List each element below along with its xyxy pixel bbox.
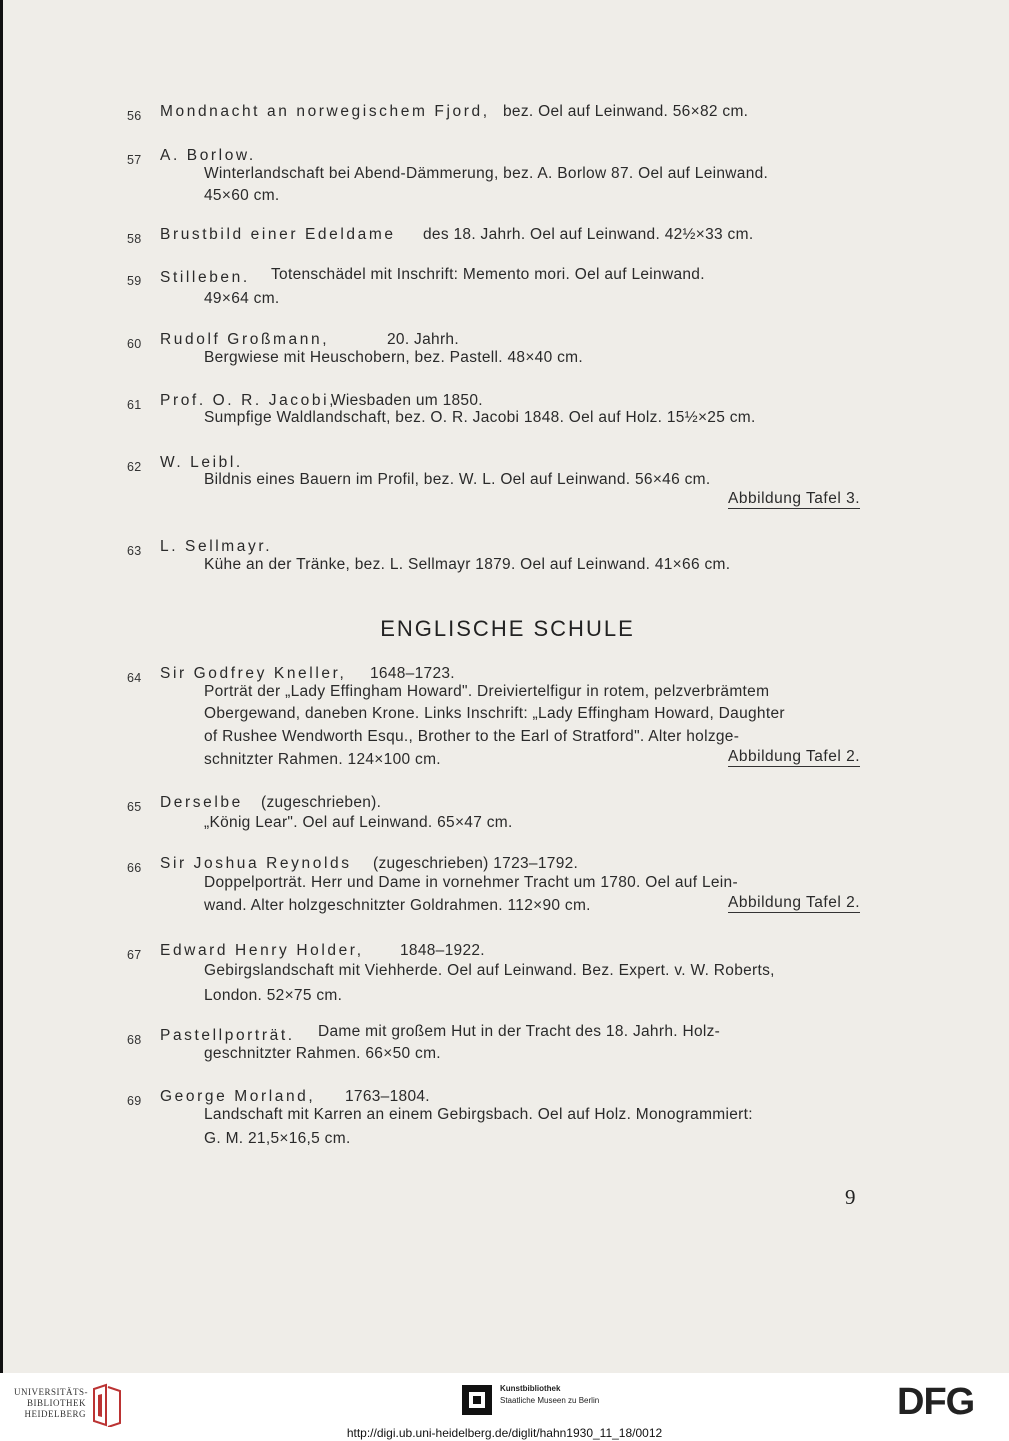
entry-number: 59 (127, 274, 142, 288)
entry-text: des 18. Jahrh. Oel auf Leinwand. 42½×33 cm. (423, 226, 754, 243)
entry-title: L. Sellmayr. (160, 538, 273, 555)
entry-text: 1648–1723. (370, 665, 455, 682)
dfg-logo[interactable]: DFG (897, 1381, 975, 1423)
kunstbibliothek-text (500, 1383, 599, 1407)
entry-title: Derselbe (160, 794, 243, 811)
entry-text: Wiesbaden um 1850. (331, 392, 483, 409)
university-line: UNIVERSITÄTS- (14, 1387, 88, 1397)
university-line: HEIDELBERG (24, 1409, 86, 1419)
entry-number: 65 (127, 800, 142, 814)
entry-title: Mondnacht an norwegischem Fjord, (160, 103, 490, 120)
entry-text: Landschaft mit Karren an einem Gebirgsbach. Oel auf Holz. Monogrammiert: (204, 1106, 753, 1123)
entry-text: geschnitzter Rahmen. 66×50 cm. (204, 1045, 441, 1062)
plate-reference-link[interactable]: Abbildung Tafel 2. (728, 748, 860, 765)
entry-text: Gebirgslandschaft mit Viehherde. Oel auf Leinwand. Bez. Expert. v. W. Roberts, (204, 962, 775, 979)
entry-text: „König Lear". Oel auf Leinwand. 65×47 cm. (204, 814, 513, 831)
section-heading: ENGLISCHE SCHULE (380, 616, 635, 641)
entry-text: schnitzter Rahmen. 124×100 cm. (204, 751, 441, 768)
entry-text: Bildnis eines Bauern im Profil, bez. W. L. Oel auf Leinwand. 56×46 cm. (204, 471, 711, 488)
entry-text: 20. Jahrh. (387, 331, 459, 348)
entry-number: 68 (127, 1033, 142, 1047)
university-line: BIBLIOTHEK (27, 1398, 86, 1408)
entry-text: Sumpfige Waldlandschaft, bez. O. R. Jacobi 1848. Oel auf Holz. 15½×25 cm. (204, 409, 756, 426)
entry-text: Dame mit großem Hut in der Tracht des 18. Jahrh. Holz- (318, 1023, 721, 1040)
entry-text: bez. Oel auf Leinwand. 56×82 cm. (503, 103, 749, 120)
university-library-text (14, 1387, 86, 1420)
entry-title: Prof. O. R. Jacobi, (160, 392, 337, 409)
entry-number: 58 (127, 232, 142, 246)
entry-number: 69 (127, 1094, 142, 1108)
entry-text: Doppelporträt. Herr und Dame in vornehmer Tracht um 1780. Oel auf Lein- (204, 874, 738, 891)
entry-text: of Rushee Wendworth Esqu., Brother to the Earl of Stratford". Alter holzge- (204, 728, 740, 745)
entry-text: London. 52×75 cm. (204, 987, 343, 1004)
entry-number: 56 (127, 109, 142, 123)
entry-title: Brustbild einer Edeldame (160, 226, 396, 243)
entry-text: G. M. 21,5×16,5 cm. (204, 1130, 351, 1147)
entry-title: W. Leibl. (160, 454, 243, 471)
entry-title: Edward Henry Holder, (160, 942, 364, 959)
entry-title: A. Borlow. (160, 147, 256, 164)
entry-number: 66 (127, 861, 142, 875)
entry-text: Bergwiese mit Heuschobern, bez. Pastell. 48×40 cm. (204, 349, 583, 366)
entry-title: George Morland, (160, 1088, 316, 1105)
entry-title: Pastellporträt. (160, 1027, 295, 1044)
entry-text: (zugeschrieben) 1723–1792. (373, 855, 579, 872)
entry-text: wand. Alter holzgeschnitzter Goldrahmen. 112×90 cm. (204, 897, 591, 914)
entry-text: 45×60 cm. (204, 187, 280, 204)
entry-number: 63 (127, 544, 142, 558)
entry-number: 64 (127, 671, 142, 685)
entry-text: 49×64 cm. (204, 290, 280, 307)
kb-subtitle: Staatliche Museen zu Berlin (500, 1396, 600, 1405)
kunstbibliothek-logo-icon[interactable] (460, 1383, 494, 1417)
entry-number: 67 (127, 948, 142, 962)
entry-text: Obergewand, daneben Krone. Links Inschrift: „Lady Effingham Howard, Daughter (204, 705, 785, 722)
entry-title: Sir Godfrey Kneller, (160, 665, 347, 682)
entry-text: Winterlandschaft bei Abend-Dämmerung, bez. A. Borlow 87. Oel auf Leinwand. (204, 165, 769, 182)
entry-title: Rudolf Großmann, (160, 331, 330, 348)
entry-number: 61 (127, 398, 142, 412)
plate-reference-link[interactable]: Abbildung Tafel 3. (728, 490, 860, 507)
entry-number: 57 (127, 153, 142, 167)
entry-number: 62 (127, 460, 142, 474)
entry-text: Totenschädel mit Inschrift: Memento mori. Oel auf Leinwand. (271, 266, 705, 283)
plate-reference-link[interactable]: Abbildung Tafel 2. (728, 894, 860, 911)
kb-title: Kunstbibliothek (500, 1384, 561, 1393)
entry-text: (zugeschrieben). (261, 794, 382, 811)
page-number: 9 (845, 1185, 856, 1209)
entry-text: 1763–1804. (345, 1088, 430, 1105)
entry-text: Porträt der „Lady Effingham Howard". Dreiviertelfigur in rotem, pelzverbrämtem (204, 683, 770, 700)
entry-text: Kühe an der Tränke, bez. L. Sellmayr 1879. Oel auf Leinwand. 41×66 cm. (204, 556, 731, 573)
entry-title: Stilleben. (160, 269, 250, 286)
source-url[interactable]: http://digi.ub.uni-heidelberg.de/diglit/hahn1930_11_18/0012 (346, 1426, 663, 1440)
entry-number: 60 (127, 337, 142, 351)
university-logo-icon[interactable] (90, 1383, 124, 1427)
entry-title: Sir Joshua Reynolds (160, 855, 352, 872)
entry-text: 1848–1922. (400, 942, 485, 959)
